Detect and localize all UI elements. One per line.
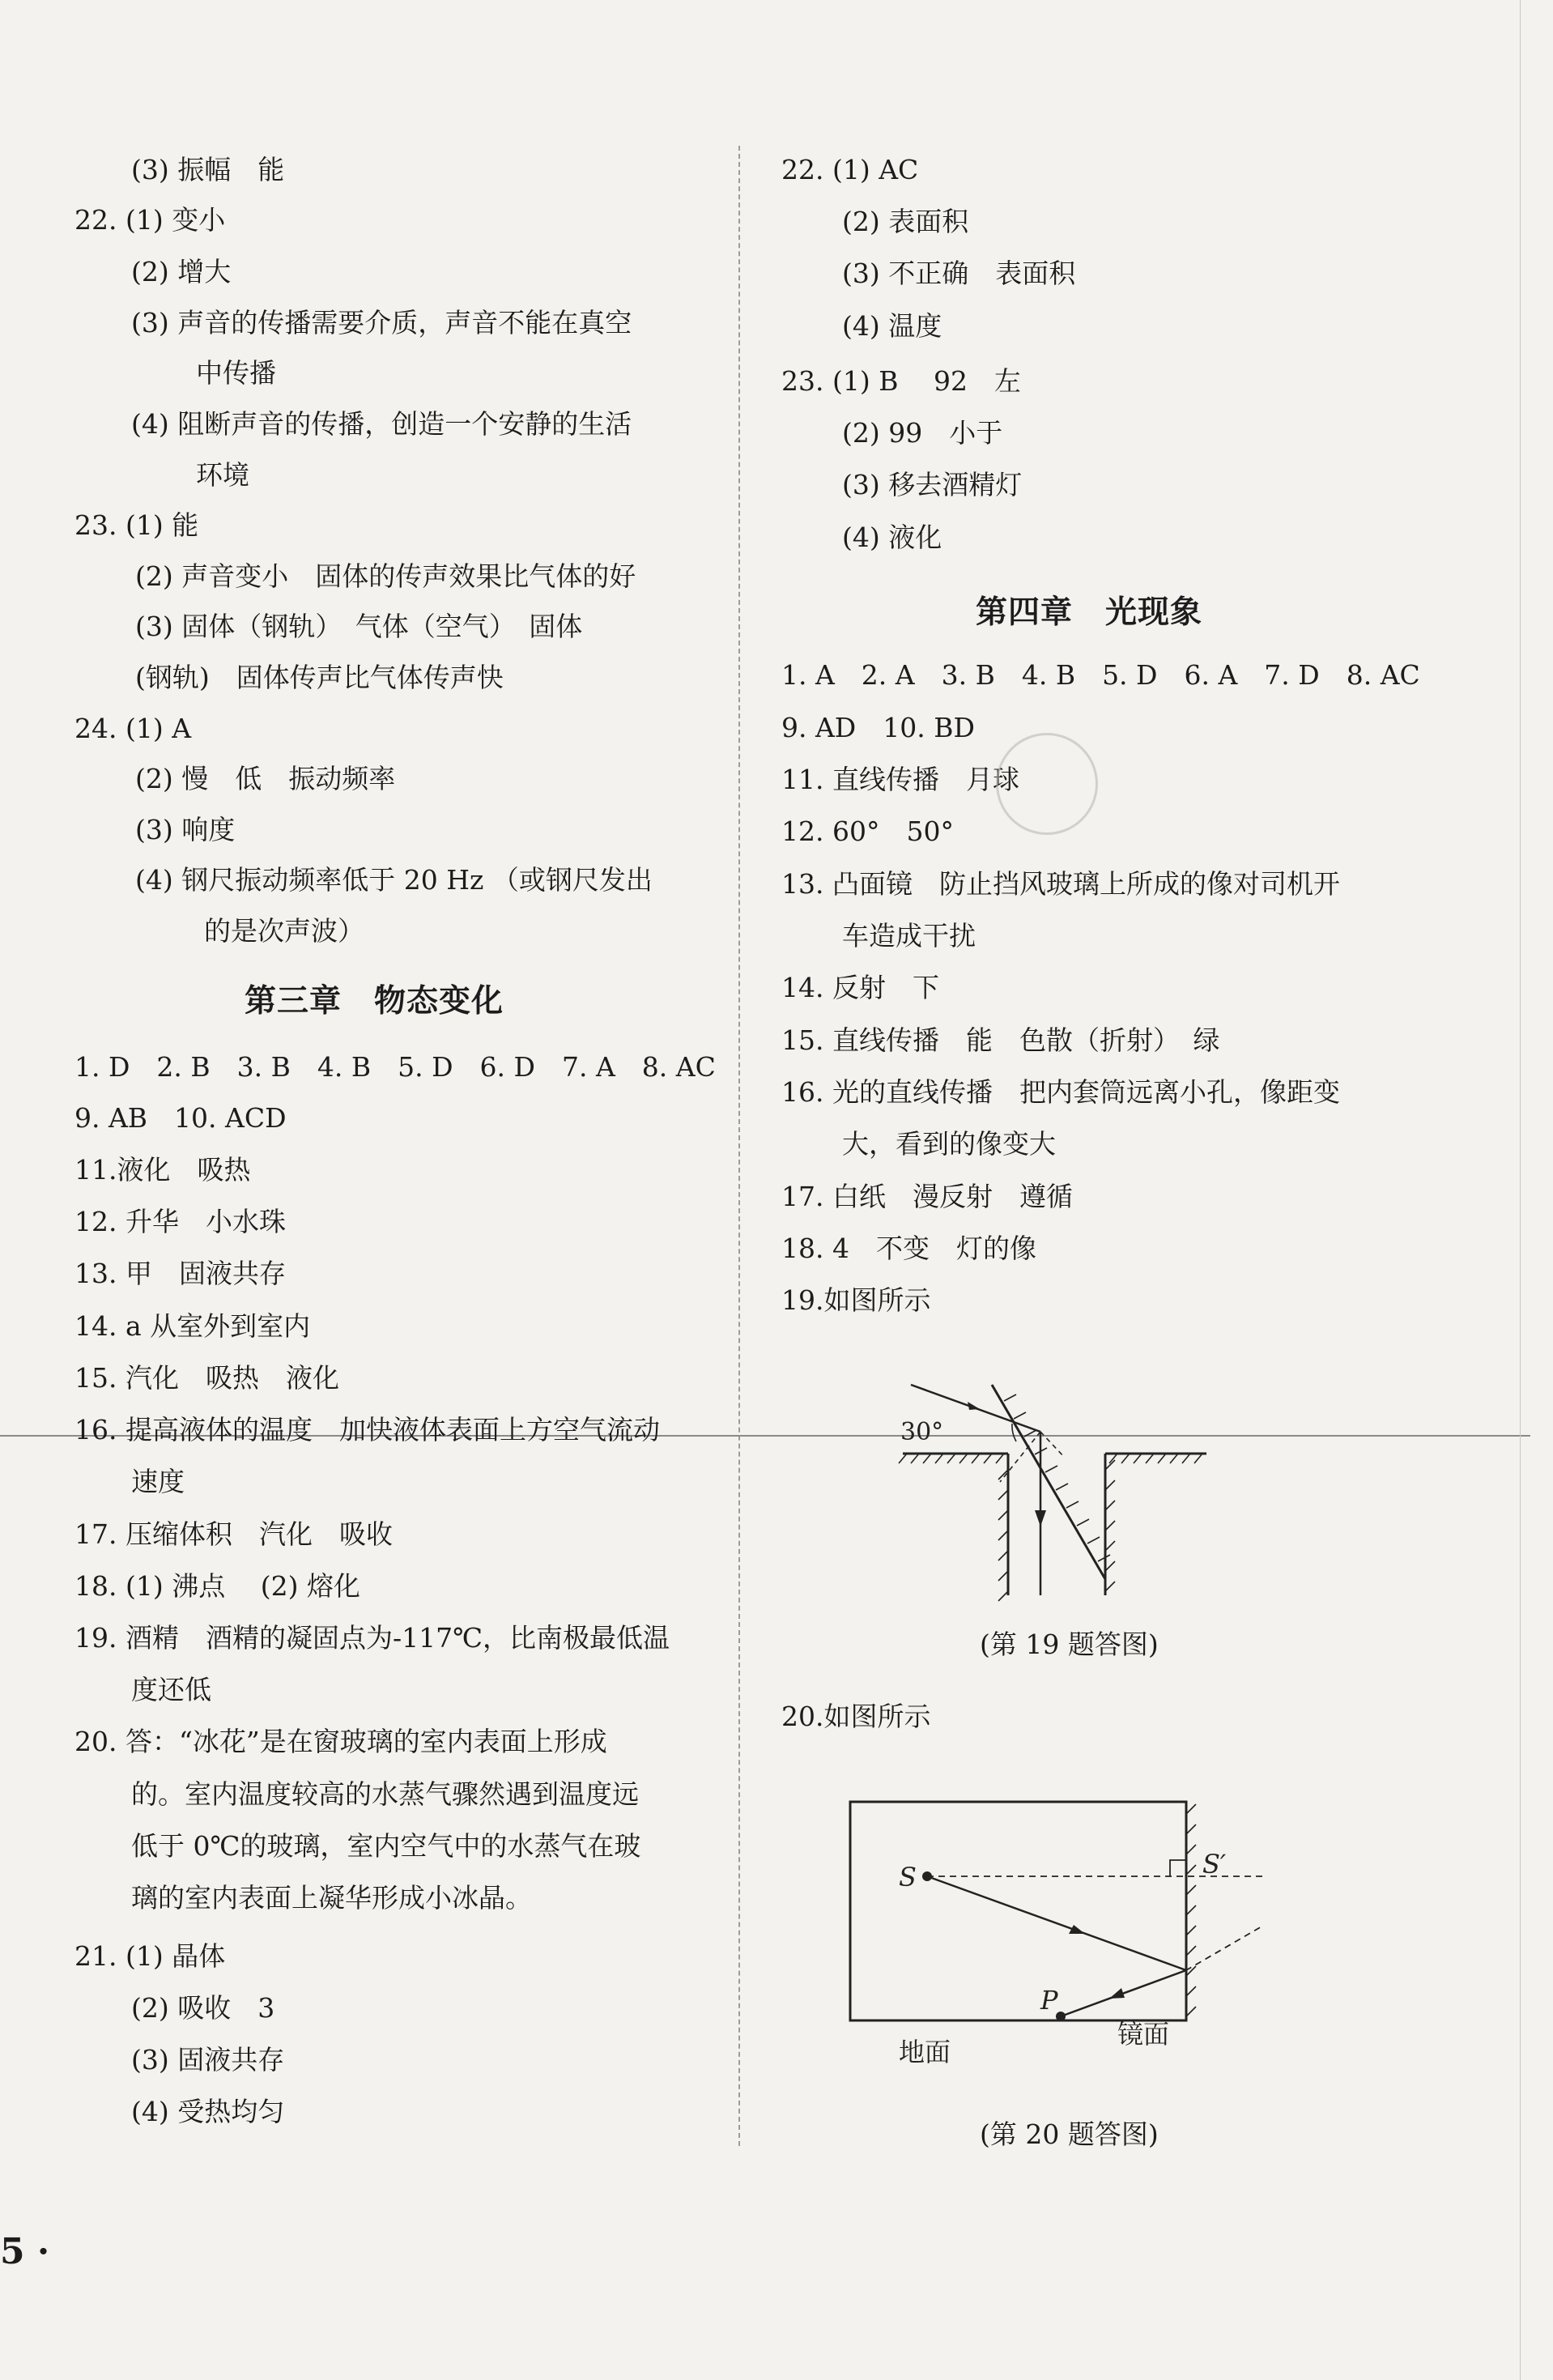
answer-line: 9. AD 10. BD (781, 712, 975, 743)
answer-line: (2) 表面积 (842, 206, 969, 237)
virtual-ray (1186, 1876, 1263, 1970)
mirror-hatch (1186, 1804, 1196, 2016)
answer-line: (4) 液化 (842, 522, 942, 553)
answer-line: 18. 4 不变 灯的像 (781, 1233, 1036, 1264)
figure-19-diagram (891, 1352, 1231, 1603)
answer-line: 22. (1) AC (781, 154, 919, 185)
answer-line: 13. 凸面镜 防止挡风玻璃上所成的像对司机开 (781, 868, 1340, 900)
chapter-heading: 第四章 光现象 (976, 594, 1203, 631)
answer-line: (3) 固液共存 (131, 2044, 285, 2076)
answer-line: 11. 直线传播 月球 (781, 764, 1019, 795)
answer-line: 11.液化 吸热 (74, 1154, 251, 1186)
figure-20 (842, 1786, 1263, 2081)
page-number: 5 · (0, 2231, 50, 2272)
answer-line: 23. (1) 能 (74, 509, 199, 541)
answer-line: (3) 不正确 表面积 (842, 258, 1076, 289)
answer-line: (3) 声音的传播需要介质，声音不能在真空 (131, 307, 632, 338)
answer-line: 中传播 (196, 357, 276, 389)
label-s: S (899, 1862, 917, 1893)
answer-line: 低于 0℃的玻璃，室内空气中的水蒸气在玻 (131, 1830, 641, 1862)
incident-ray (927, 1876, 1186, 1970)
answer-line: 16. 提高液体的温度 加快液体表面上方空气流动 (74, 1414, 660, 1445)
reflected-ray (1061, 1970, 1186, 2016)
answer-line: 1. A 2. A 3. B 4. B 5. D 6. A 7. D 8. AC (781, 659, 1420, 691)
figure-20-diagram (842, 1786, 1263, 2081)
answer-line: (3) 固体（钢轨） 气体（空气） 固体 (135, 611, 583, 642)
answer-line: (钢轨) 固体传声比气体传声快 (135, 662, 504, 693)
answer-line: (4) 受热均匀 (131, 2096, 285, 2127)
room-outline (850, 1802, 1186, 2020)
label-floor: 地面 (899, 2037, 951, 2067)
answer-line: 23. (1) B 92 左 (781, 365, 1021, 397)
right-angle-mark (1170, 1860, 1186, 1876)
answer-line: 9. AB 10. ACD (74, 1102, 287, 1134)
answer-line: 16. 光的直线传播 把内套筒远离小孔，像距变 (781, 1076, 1340, 1108)
answer-line: 的是次声波） (204, 915, 364, 947)
answer-line: (4) 阻断声音的传播，创造一个安静的生活 (131, 408, 632, 440)
answer-line: (4) 钢尺振动频率低于 20 Hz （或钢尺发出 (135, 864, 653, 896)
answer-line: 24. (1) A (74, 713, 192, 744)
answer-line: 20.如图所示 (781, 1701, 931, 1732)
answer-line: 12. 升华 小水珠 (74, 1206, 286, 1237)
page-edge (1520, 0, 1521, 2380)
answer-line: 15. 汽化 吸热 液化 (74, 1362, 339, 1394)
answer-line: 19. 酒精 酒精的凝固点为-117℃，比南极最低温 (74, 1622, 670, 1654)
figure-19-caption: (第 19 题答图) (980, 1629, 1159, 1660)
answer-line: (4) 温度 (842, 310, 942, 342)
answer-line: 的。室内温度较高的水蒸气骤然遇到温度远 (131, 1778, 639, 1810)
answer-line: 环境 (196, 459, 249, 491)
answer-line: (2) 增大 (131, 256, 232, 287)
left-column (74, 0, 714, 2380)
figure-19 (891, 1352, 1231, 1603)
answer-line: 14. 反射 下 (781, 972, 939, 1003)
answer-line: 14. a 从室外到室内 (74, 1310, 311, 1342)
answer-line: 13. 甲 固液共存 (74, 1258, 286, 1289)
answer-line: 璃的室内表面上凝华形成小冰晶。 (131, 1882, 532, 1914)
answer-line: (3) 振幅 能 (131, 154, 285, 185)
answer-line: 1. D 2. B 3. B 4. B 5. D 6. D 7. A 8. AC (74, 1051, 716, 1083)
answer-line: 22. (1) 变小 (74, 204, 226, 236)
answer-line: 21. (1) 晶体 (74, 1940, 226, 1972)
answer-line: 度还低 (131, 1674, 211, 1705)
answer-line: 速度 (131, 1466, 185, 1497)
answer-line: (2) 声音变小 固体的传声效果比气体的好 (135, 560, 636, 592)
watermark-stamp (996, 733, 1098, 835)
column-divider (738, 146, 740, 2146)
answer-line: 20. 答：“冰花”是在窗玻璃的室内表面上形成 (74, 1726, 607, 1757)
answer-line: 17. 压缩体积 汽化 吸收 (74, 1518, 393, 1550)
answer-line: (3) 移去酒精灯 (842, 469, 1023, 500)
answer-line: (3) 响度 (135, 814, 236, 845)
label-mirror: 镜面 (1117, 2019, 1170, 2050)
ground-hatch (899, 1454, 1004, 1463)
answer-line: (2) 99 小于 (842, 417, 1003, 449)
answer-line: 19.如图所示 (781, 1284, 931, 1316)
label-s-prime: S′ (1202, 1849, 1227, 1880)
answer-line: 12. 60° 50° (781, 815, 954, 847)
answer-line: 17. 白纸 漫反射 遵循 (781, 1181, 1073, 1212)
figure-20-caption: (第 20 题答图) (980, 2118, 1159, 2150)
answer-line: (2) 吸收 3 (131, 1992, 275, 2024)
answer-line: 大，看到的像变大 (842, 1128, 1056, 1160)
answer-line: 车造成干扰 (842, 920, 976, 952)
answer-line: (2) 慢 低 振动频率 (135, 763, 396, 794)
answer-line: 18. (1) 沸点 (2) 熔化 (74, 1570, 360, 1602)
label-p: P (1040, 1985, 1058, 2016)
mirror-hatch (1004, 1394, 1110, 1561)
answer-line: 15. 直线传播 能 色散（折射） 绿 (781, 1024, 1220, 1056)
chapter-heading: 第三章 物态变化 (245, 982, 504, 1020)
angle-label: 30° (900, 1418, 944, 1446)
